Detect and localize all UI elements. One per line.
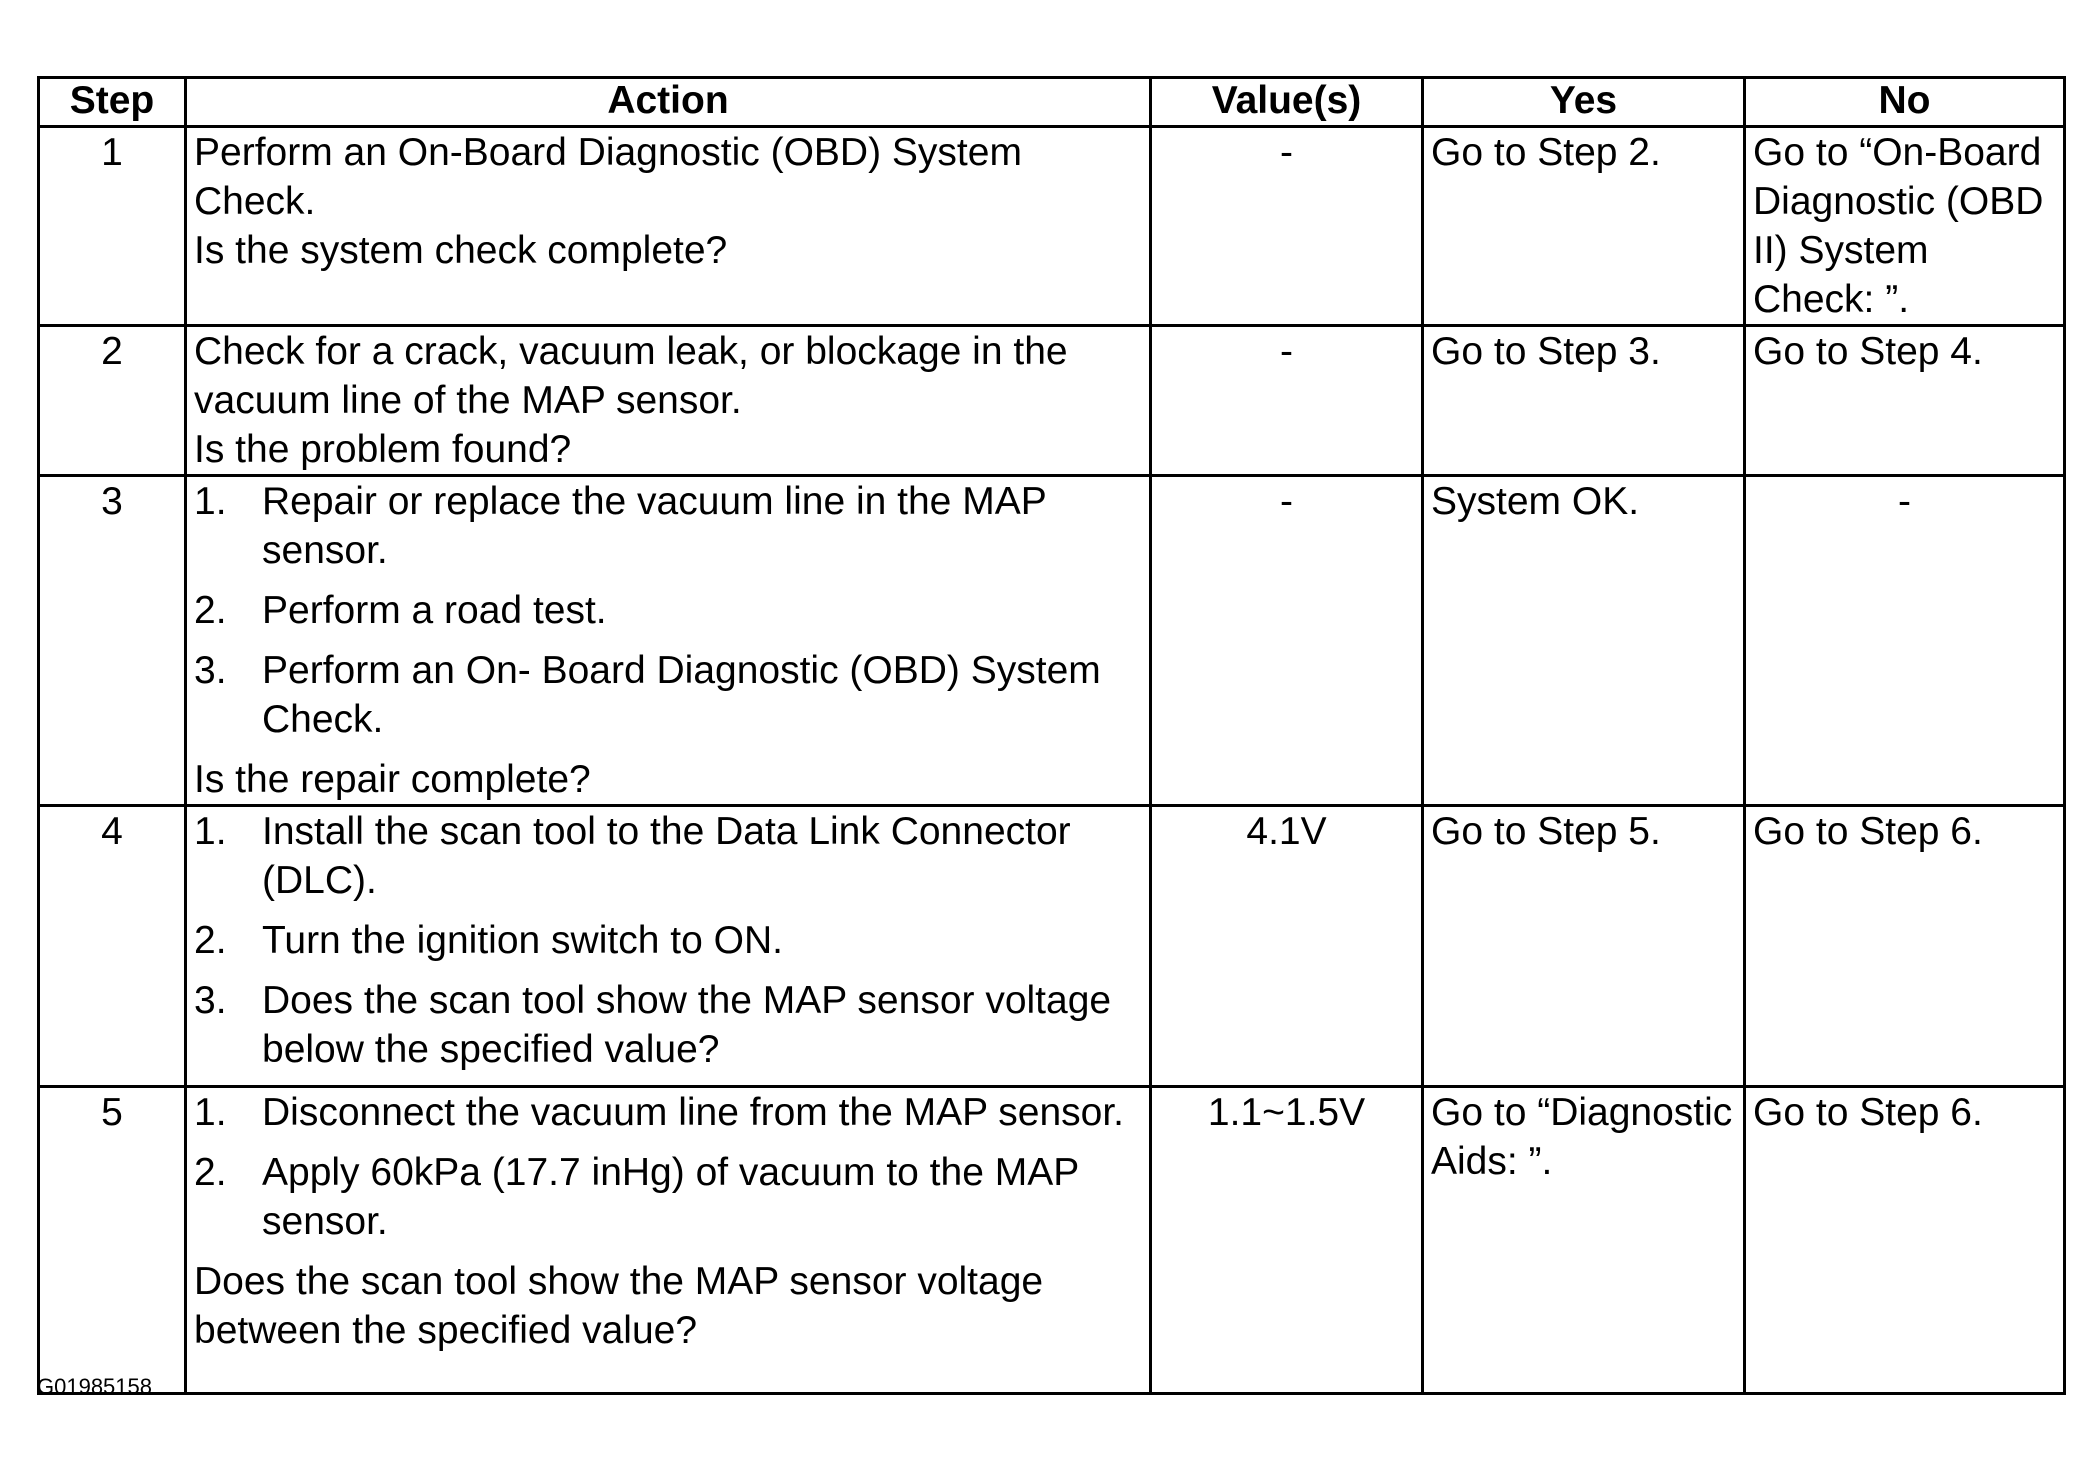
action-step-item bbox=[194, 1088, 1142, 1137]
no-cell: Go to Step 4. bbox=[1745, 326, 2065, 476]
step-cell: 5 bbox=[39, 1087, 186, 1394]
action-text: Perform an On-Board Diagnostic (OBD) System Check. bbox=[194, 131, 1022, 223]
action-step-text: Disconnect the vacuum line from the MAP sensor. bbox=[262, 1091, 1125, 1134]
yes-cell: System OK. bbox=[1423, 476, 1745, 806]
action-step-item bbox=[194, 976, 1142, 1074]
table-row bbox=[39, 806, 2065, 1087]
no-cell: - bbox=[1745, 476, 2065, 806]
yes-cell: Go to Step 3. bbox=[1423, 326, 1745, 476]
action-cell bbox=[186, 806, 1151, 1087]
table-row bbox=[39, 326, 2065, 476]
action-cell bbox=[186, 326, 1151, 476]
header-action: Action bbox=[186, 78, 1151, 127]
yes-cell: Go to Step 5. bbox=[1423, 806, 1745, 1087]
action-step-number: 1. bbox=[194, 480, 227, 523]
action-step-text: Does the scan tool show the MAP sensor voltage below the specified value? bbox=[262, 979, 1112, 1071]
action-cell bbox=[186, 1087, 1151, 1394]
action-step-number: 2. bbox=[194, 1151, 227, 1194]
action-step-text: Perform an On- Board Diagnostic (OBD) System Check. bbox=[262, 649, 1101, 741]
action-step-item bbox=[194, 646, 1142, 744]
no-cell: Go to Step 6. bbox=[1745, 1087, 2065, 1394]
action-step-number: 2. bbox=[194, 919, 227, 962]
no-cell: Go to Step 6. bbox=[1745, 806, 2065, 1087]
action-steps-list bbox=[194, 477, 1142, 744]
step-cell: 3 bbox=[39, 476, 186, 806]
action-step-number: 3. bbox=[194, 979, 227, 1022]
value-cell: - bbox=[1151, 476, 1423, 806]
step-cell: 4 bbox=[39, 806, 186, 1087]
value-cell: - bbox=[1151, 326, 1423, 476]
action-step-text: Turn the ignition switch to ON. bbox=[262, 919, 783, 962]
action-step-item bbox=[194, 477, 1142, 575]
table-row bbox=[39, 1087, 2065, 1394]
value-cell: 1.1~1.5V bbox=[1151, 1087, 1423, 1394]
action-cell bbox=[186, 127, 1151, 326]
value-cell: - bbox=[1151, 127, 1423, 326]
yes-cell: Go to Step 2. bbox=[1423, 127, 1745, 326]
action-steps-list bbox=[194, 807, 1142, 1074]
header-yes: Yes bbox=[1423, 78, 1745, 127]
header-values: Value(s) bbox=[1151, 78, 1423, 127]
action-cell bbox=[186, 476, 1151, 806]
action-step-item bbox=[194, 807, 1142, 905]
no-cell: Go to “On-Board Diagnostic (OBD II) System Check: ”. bbox=[1745, 127, 2065, 326]
figure-id: G01985158 bbox=[37, 1374, 152, 1399]
action-step-number: 3. bbox=[194, 649, 227, 692]
value-cell: 4.1V bbox=[1151, 806, 1423, 1087]
action-step-text: Install the scan tool to the Data Link Connector (DLC). bbox=[262, 810, 1071, 902]
action-steps-list bbox=[194, 1088, 1142, 1246]
yes-cell: Go to “Diagnostic Aids: ”. bbox=[1423, 1087, 1745, 1394]
step-cell: 2 bbox=[39, 326, 186, 476]
action-question: Is the repair complete? bbox=[194, 758, 591, 801]
action-step-item bbox=[194, 586, 1142, 635]
action-step-number: 2. bbox=[194, 589, 227, 632]
action-step-number: 1. bbox=[194, 810, 227, 853]
diagnostic-table bbox=[37, 76, 2066, 1395]
header-step: Step bbox=[39, 78, 186, 127]
action-text: Check for a crack, vacuum leak, or blockage in the vacuum line of the MAP sensor. bbox=[194, 330, 1068, 422]
action-step-text: Apply 60kPa (17.7 inHg) of vacuum to the MAP sensor. bbox=[262, 1151, 1079, 1243]
action-step-text: Repair or replace the vacuum line in the MAP sensor. bbox=[262, 480, 1047, 572]
action-question: Is the problem found? bbox=[194, 428, 572, 471]
table-row bbox=[39, 127, 2065, 326]
header-no: No bbox=[1745, 78, 2065, 127]
table-header-row bbox=[39, 78, 2065, 127]
action-step-number: 1. bbox=[194, 1091, 227, 1134]
action-question: Does the scan tool show the MAP sensor voltage between the specified value? bbox=[194, 1260, 1044, 1352]
action-step-text: Perform a road test. bbox=[262, 589, 607, 632]
action-step-item bbox=[194, 916, 1142, 965]
step-cell: 1 bbox=[39, 127, 186, 326]
action-question: Is the system check complete? bbox=[194, 229, 728, 272]
action-step-item bbox=[194, 1148, 1142, 1246]
table-body bbox=[39, 127, 2065, 1394]
table-row bbox=[39, 476, 2065, 806]
